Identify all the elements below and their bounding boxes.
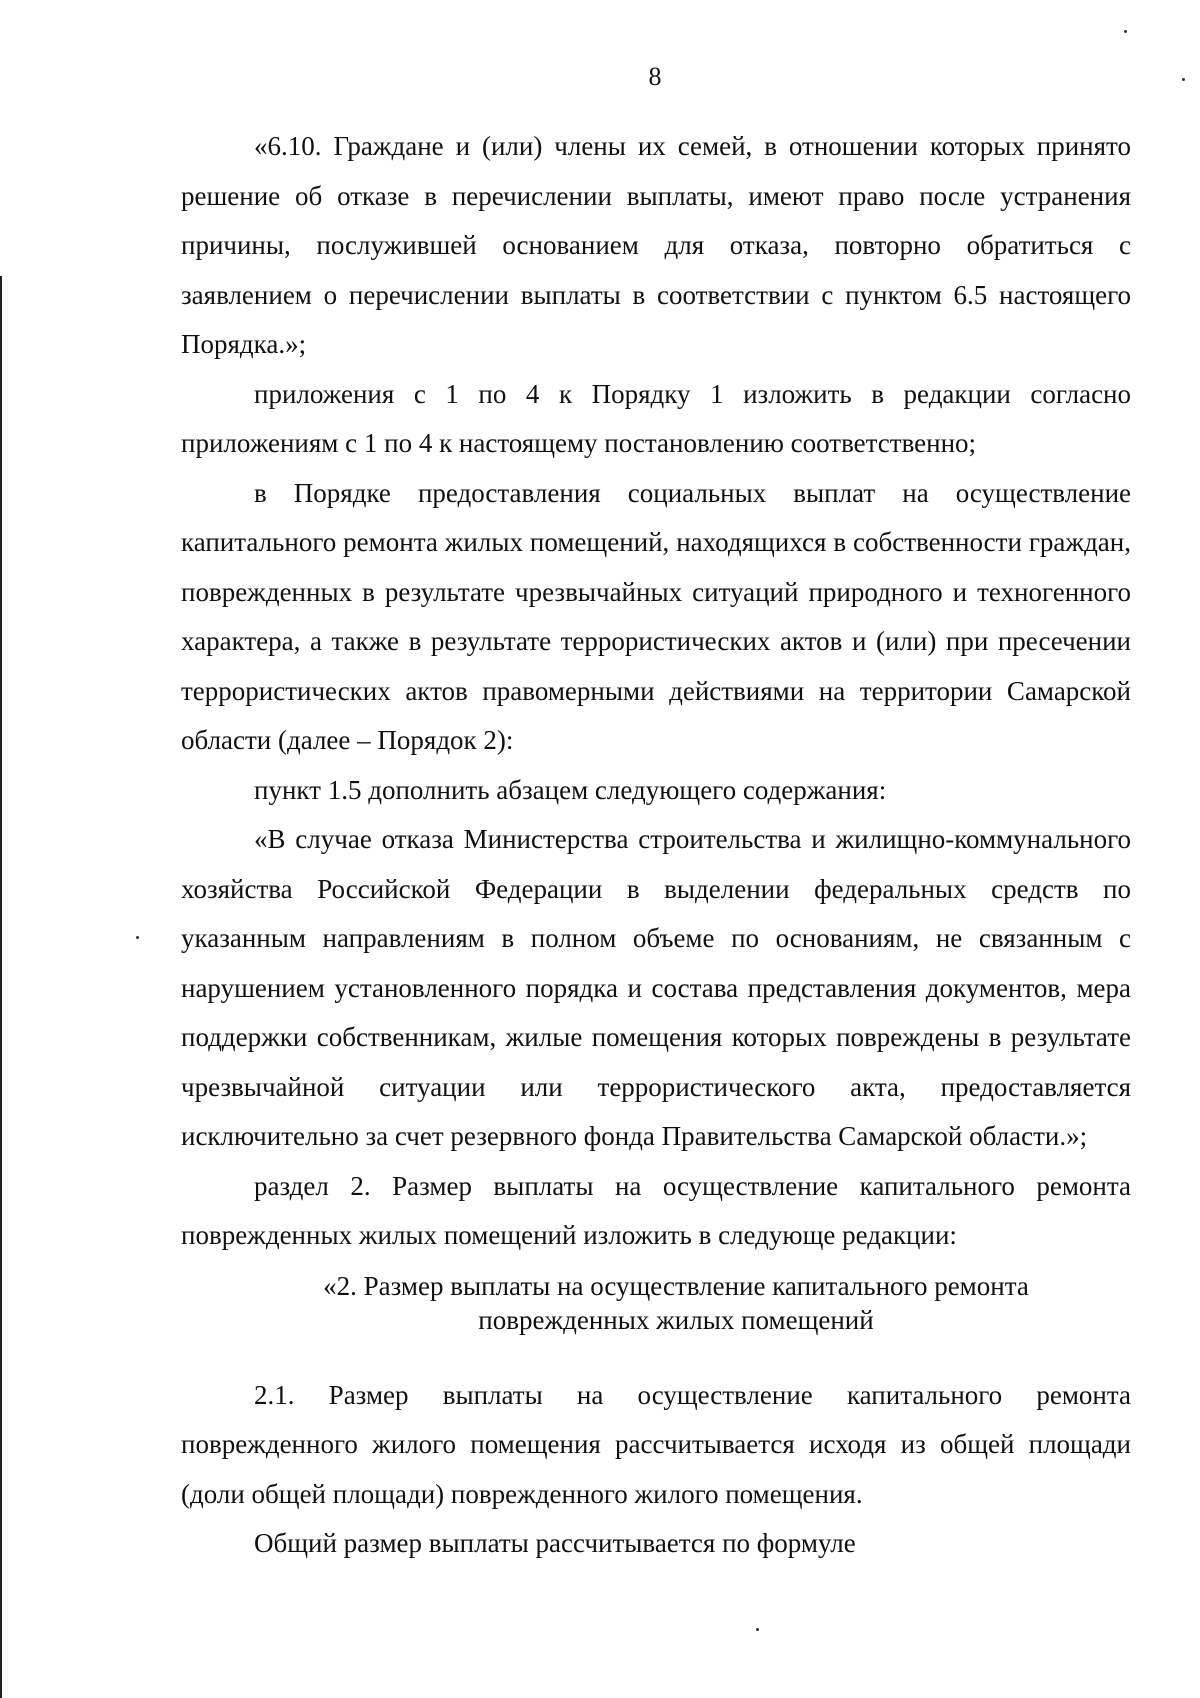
paragraph-refusal-case: «В случае отказа Министерства строительства и жилищно-коммунального хозяйства Российской Федерации в выделении федеральных средств по указанным направлениям в полном объеме по основаниям, не связанным с нарушением установленного порядка и состава представления документов, мера поддержки собственникам, жилые помещения которых повреждены в результате чрезвычайной ситуации или террористического акта, предоставляется исключительно за счет резервного фонда Правительства Самарской области.»;	[181, 824, 1131, 1151]
scan-speck	[1124, 30, 1127, 33]
paragraph-appendices: приложения с 1 по 4 к Порядку 1 изложить в редакции согласно приложениям с 1 по 4 к настоящему постановлению соответственно;	[181, 378, 1131, 458]
document-body	[181, 122, 1131, 1569]
paragraph-procedure-2: в Порядке предоставления социальных выплат на осуществление капитального ремонта жилых помещений, находящихся в собственности граждан, поврежденных в результате чрезвычайных ситуаций природного и техногенного характера, а также в результате террористических актов и (или) при пресечении террористических актов правомерными действиями на территории Самарской области (далее – Порядок 2):	[181, 477, 1131, 755]
scan-speck	[136, 936, 139, 939]
paragraph-6-10: «6.10. Граждане и (или) члены их семей, в отношении которых принято решение об отказе в перечислении выплаты, имеют право после устранения причины, послужившей основанием для отказа, повторно обратиться с заявлением о перечислении выплаты в соответствии с пунктом 6.5 настоящего Порядка.»;	[181, 131, 1131, 359]
paragraph-section-2: раздел 2. Размер выплаты на осуществление капитального ремонта поврежденных жилых помещений изложить в следующе редакции:	[181, 1170, 1131, 1250]
section-heading-line2: поврежденных жилых помещений	[478, 1304, 874, 1335]
paragraph-formula-intro: Общий размер выплаты рассчитывается по формуле	[254, 1528, 856, 1558]
paragraph-clause-1-5: пункт 1.5 дополнить абзацем следующего содержания:	[254, 774, 887, 805]
scan-speck	[756, 1628, 759, 1631]
paragraph-2-1: 2.1. Размер выплаты на осуществление капитального ремонта поврежденного жилого помещения рассчитывается исходя из общей площади (доли общей площади) поврежденного жилого помещения.	[181, 1379, 1131, 1509]
section-heading-line1: «2. Размер выплаты на осуществление капитального ремонта	[323, 1270, 1029, 1301]
page-number: 8	[648, 62, 662, 91]
scan-edge-line	[0, 276, 2, 1698]
section-heading	[181, 1269, 1131, 1351]
